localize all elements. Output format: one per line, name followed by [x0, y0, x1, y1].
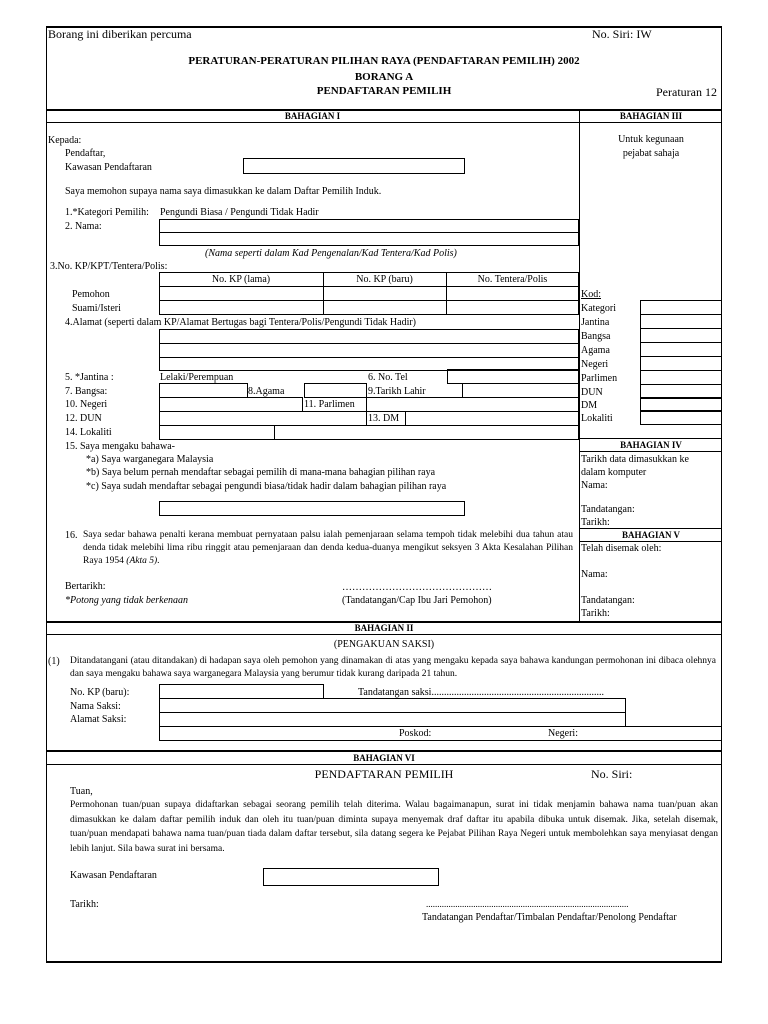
parliament-field[interactable]	[366, 397, 579, 412]
witness-signature[interactable]: Tandatangan saksi.....................................................................	[358, 687, 604, 698]
declare-a: *a) Saya warganegara Malaysia	[86, 454, 214, 465]
witness-name-label: Nama Saksi:	[70, 701, 121, 712]
aware-number: 16.	[65, 530, 78, 541]
name-field-line-2[interactable]	[159, 232, 579, 246]
regulation-title: PERATURAN-PERATURAN PILIHAN RAYA (PENDAFTARAN PEMILIH) 2002	[188, 55, 580, 67]
part3-note-1: Untuk kegunaan	[618, 134, 684, 145]
registrar-signature-label: Tandatangan Pendaftar/Timbalan Pendaftar/Penolong Pendaftar	[422, 912, 677, 923]
dm-field[interactable]	[405, 411, 579, 426]
part4-signature: Tandatangan:	[581, 504, 635, 515]
divider	[579, 438, 722, 439]
witness-address-field[interactable]	[159, 712, 626, 727]
part5-checked-by: Telah disemak oleh:	[581, 543, 662, 554]
declare-c: *c) Saya sudah mendaftar sebagai pengundi biasa/tidak hadir dalam bahagian pilihan raya	[86, 481, 447, 492]
code-label: Kod:	[581, 289, 601, 300]
part5-heading: BAHAGIAN V	[621, 530, 681, 540]
part6-title: PENDAFTARAN PEMILIH	[314, 767, 454, 781]
part3-heading: BAHAGIAN III	[619, 111, 683, 121]
religion-field[interactable]	[304, 383, 367, 398]
registration-area-label: Kawasan Pendaftaran	[65, 162, 152, 173]
postcode-label: Poskod:	[399, 728, 432, 739]
id-col-army-police: No. Tentera/Polis	[477, 274, 548, 285]
address-line	[159, 357, 579, 358]
to-label: Kepada:	[48, 135, 82, 146]
serial-number: No. Siri: IW	[592, 27, 652, 41]
id-col-old-kp: No. KP (lama)	[211, 274, 271, 285]
code-field-state[interactable]	[640, 356, 722, 371]
part6-heading: BAHAGIAN VI	[353, 753, 415, 763]
locality-label: 14. Lokaliti	[65, 427, 112, 438]
witness-statement: Ditandatangani (atau ditandakan) di hadapan saya oleh pemohon yang dinamakan di atas yang mengaku kepada saya bahawa kandungan permohonan ini dibaca olehnya dan saya mengaku bahawa saya warganegara Malaysia yang berumur tidak kurang daripada 21 tahun.	[70, 656, 716, 679]
dob-label: 9.Tarikh Lahir	[368, 386, 426, 397]
applicant-label: Pemohon	[72, 289, 110, 300]
code-state: Negeri	[581, 359, 609, 370]
divider	[46, 634, 722, 635]
locality-field-1[interactable]	[159, 425, 275, 440]
part6-area-field[interactable]	[263, 868, 439, 886]
column-divider	[579, 109, 580, 621]
aware-text: Saya sedar bahawa penalti kerana membuat pernyataan palsu ialah pemenjaraan selama tempoh tidak melebihi dua tahun atau denda tidak melebihi lima ribu ringgit atau pemenjaraan dan denda kedua-duanya mengikut seksyen 3 Akta Kesalahan Pilihan Raya 1954 (Akta 5).	[83, 530, 573, 566]
part3-note-2: pejabat sahaja	[622, 148, 680, 159]
part4-line-2: dalam komputer	[581, 467, 647, 478]
part4-heading: BAHAGIAN IV	[620, 440, 682, 450]
code-gender: Jantina	[581, 317, 610, 328]
part2-heading: BAHAGIAN II	[354, 623, 414, 633]
code-field-religion[interactable]	[640, 342, 722, 357]
code-dun: DUN	[581, 387, 603, 398]
salutation: Tuan,	[70, 786, 93, 797]
locality-field-2[interactable]	[274, 425, 579, 440]
witness-id-field[interactable]	[159, 684, 324, 699]
dated-label: Bertarikh:	[65, 581, 106, 592]
form-name: BORANG A	[354, 71, 414, 83]
category-value: Pengundi Biasa / Pengundi Tidak Hadir	[160, 207, 319, 218]
code-field-gender[interactable]	[640, 314, 722, 329]
part4-line-1: Tarikh data dimasukkan ke	[581, 454, 689, 465]
part5-date: Tarikh:	[581, 608, 610, 619]
dm-label: 13. DM	[368, 413, 400, 424]
form-title: PENDAFTARAN PEMILIH	[316, 85, 452, 97]
code-locality: Lokaliti	[581, 413, 613, 424]
race-label: 7. Bangsa:	[65, 386, 108, 397]
witness-address-field-2[interactable]	[159, 726, 722, 741]
code-category: Kategori	[581, 303, 616, 314]
divider	[46, 764, 722, 765]
constituency-field[interactable]	[159, 501, 465, 516]
part5-name: Nama:	[581, 569, 608, 580]
parliament-label: 11. Parlimen	[304, 399, 355, 410]
divider	[46, 122, 722, 123]
part4-name: Nama:	[581, 480, 608, 491]
applicant-signature-line[interactable]: ………………………………………	[342, 582, 492, 593]
address-field[interactable]	[159, 329, 579, 371]
name-note: (Nama seperti dalam Kad Pengenalan/Kad Tentera/Kad Polis)	[205, 248, 457, 259]
request-text: Saya memohon supaya nama saya dimasukkan ke dalam Daftar Pemilih Induk.	[65, 186, 382, 197]
id-table-line	[159, 300, 579, 301]
gender-value: Lelaki/Perempuan	[160, 372, 234, 383]
regulation-ref: Peraturan 12	[656, 85, 717, 99]
notice-body: Permohonan tuan/puan supaya didaftarkan sebagai seorang pemilih telah diterima. Walau bagaimanapun, surat ini tidak menjamin bahawa nama tuan/puan akan dimasukkan ke dalam daftar pemilih induk dan oleh itu tuan/puan diminta supaya menyemak draf daftar itu apabila dibuka untuk disemak. Jika, setelah disemak, tuan/puan mendapati bahawa nama tuan/puan tiada dalam daftar tersebut, sila datang segera ke Pejabat Pilihan Raya Negeri untuk membolehkan saya menyiasat dengan lebih lanjut. Sila bawa surat ini bersama.	[70, 800, 718, 854]
id-col-new-kp: No. KP (baru)	[356, 274, 413, 285]
state-field[interactable]	[159, 397, 303, 412]
divider	[579, 528, 722, 529]
tel-field[interactable]	[447, 369, 579, 384]
address-line	[159, 343, 579, 344]
applicant-signature-label: (Tandatangan/Cap Ibu Jari Pemohon)	[342, 595, 492, 606]
code-field-race[interactable]	[640, 328, 722, 343]
code-field-category[interactable]	[640, 300, 722, 315]
code-race: Bangsa	[581, 331, 611, 342]
part2-subheading: (PENGAKUAN SAKSI)	[333, 639, 435, 650]
divider	[46, 750, 722, 752]
part2-num: (1)	[48, 656, 60, 667]
registrar-signature-line[interactable]: ..........................................................................................	[426, 899, 629, 909]
name-field-line-1[interactable]	[159, 219, 579, 233]
dun-label: 12. DUN	[65, 413, 102, 424]
tel-label: 6. No. Tel	[368, 372, 408, 383]
gender-label: 5. *Jantina :	[65, 372, 114, 383]
witness-id-label: No. KP (baru):	[70, 687, 130, 698]
id-label: 3.No. KP/KPT/Tentera/Polis:	[50, 261, 168, 272]
code-dm: DM	[581, 400, 598, 411]
registration-area-field[interactable]	[243, 158, 465, 174]
part4-date: Tarikh:	[581, 517, 610, 528]
free-note: Borang ini diberikan percuma	[48, 27, 192, 41]
divider	[579, 541, 722, 542]
religion-label: 8.Agama	[248, 386, 285, 397]
declare-label: 15. Saya mengaku bahawa-	[65, 441, 175, 452]
part5-signature: Tandatangan:	[581, 595, 635, 606]
strike-note: *Potong yang tidak berkenaan	[65, 595, 189, 606]
code-parliament: Parlimen	[581, 373, 618, 384]
address-label: 4.Alamat (seperti dalam KP/Alamat Bertugas bagi Tentera/Polis/Pengundi Tidak Hadir)	[65, 317, 417, 328]
name-label: 2. Nama:	[65, 221, 102, 232]
code-religion: Agama	[581, 345, 610, 356]
part6-serial: No. Siri:	[591, 767, 633, 781]
part6-date-label: Tarikh:	[70, 899, 99, 910]
id-table-line	[159, 286, 579, 287]
witness-address-label: Alamat Saksi:	[70, 714, 127, 725]
witness-name-field[interactable]	[159, 698, 626, 713]
divider	[579, 451, 722, 452]
declare-b: *b) Saya belum pernah mendaftar sebagai pemilih di mana-mana bahagian pilihan raya	[86, 467, 436, 478]
category-label: 1.*Kategori Pemilih:	[65, 207, 149, 218]
code-field-parliament[interactable]	[640, 370, 722, 385]
state-label: 10. Negeri	[65, 399, 108, 410]
spouse-label: Suami/Isteri	[72, 303, 121, 314]
code-field-locality[interactable]	[640, 410, 722, 425]
state-label-witness: Negeri:	[548, 728, 578, 739]
part6-area-label: Kawasan Pendaftaran	[70, 870, 157, 881]
race-field[interactable]	[159, 383, 248, 398]
dob-field[interactable]	[462, 383, 579, 398]
registrar-label: Pendaftar,	[65, 148, 106, 159]
dun-field[interactable]	[159, 411, 367, 426]
part1-heading: BAHAGIAN I	[284, 111, 341, 121]
